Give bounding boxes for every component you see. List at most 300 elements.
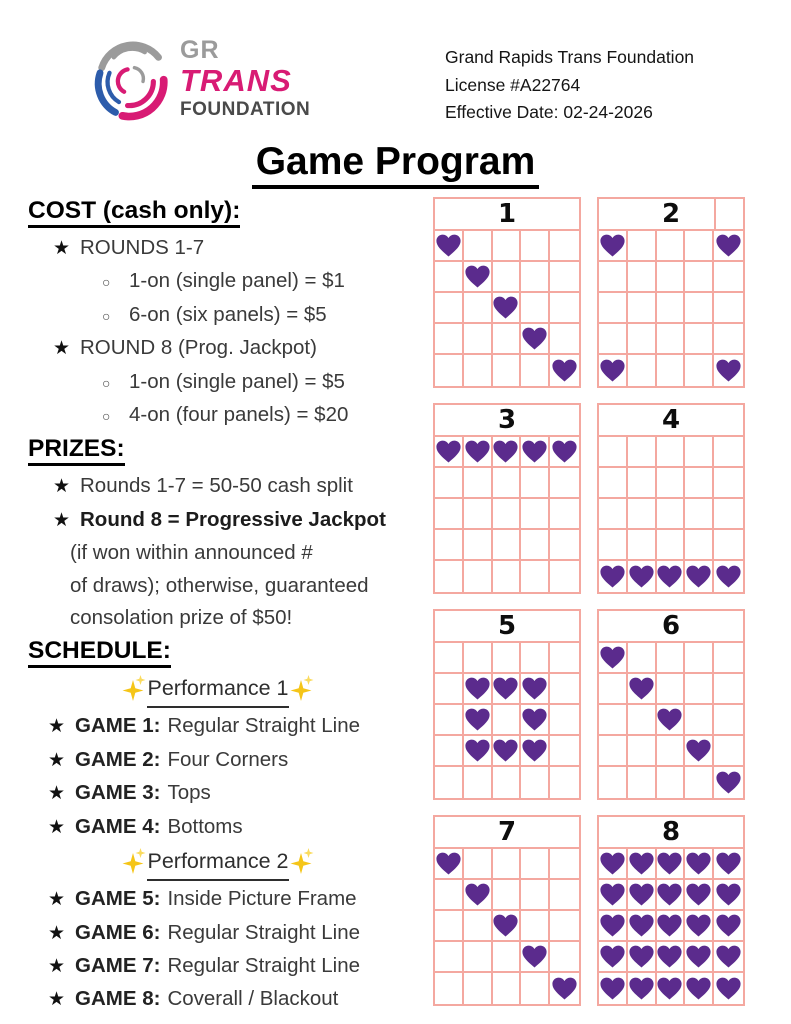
item-text: Coverall / Blackout (167, 987, 339, 1011)
item-text: consolation prize of $50! (70, 606, 293, 630)
card-cell (628, 767, 657, 798)
item-text: 1-on (single panel) = $1 (129, 269, 345, 293)
heart-icon (436, 234, 461, 257)
card-cell (714, 767, 743, 798)
heart-icon (552, 359, 577, 382)
heart-icon (657, 945, 682, 968)
card-cell (493, 674, 522, 705)
card-cell (493, 973, 522, 1004)
card-cell (493, 561, 522, 592)
item-text: Bottoms (167, 814, 243, 838)
card-cell (599, 674, 628, 705)
card-cell (628, 880, 657, 911)
card-cell (628, 736, 657, 767)
card-cell (464, 705, 493, 736)
card-cell (685, 911, 714, 942)
performance-title-2 (28, 845, 408, 881)
card-cell (493, 849, 522, 880)
list-item (28, 811, 432, 844)
card-cell (657, 324, 686, 355)
card-cell (464, 437, 493, 468)
list-item (28, 777, 432, 810)
card-cell (550, 293, 579, 324)
heart-icon (600, 852, 625, 875)
card-number: 2 (599, 199, 743, 231)
card-cell (464, 561, 493, 592)
game-label: GAME 1: (75, 714, 161, 738)
sparkle-icon (290, 675, 314, 701)
list-item (28, 744, 432, 777)
card-cell (435, 767, 464, 798)
card-cell (657, 674, 686, 705)
card-cell (435, 231, 464, 262)
item-text: Inside Picture Frame (167, 887, 357, 911)
heart-icon (716, 945, 741, 968)
card-cell (685, 643, 714, 674)
card-cell (685, 561, 714, 592)
star-bullet-icon: ★ (48, 889, 66, 911)
card-cell (521, 705, 550, 736)
card-cell (464, 262, 493, 293)
card-cell (685, 942, 714, 973)
card-cell (714, 262, 743, 293)
card-cell (657, 293, 686, 324)
card-cell (493, 643, 522, 674)
game-label: GAME 5: (75, 887, 161, 911)
heart-icon (716, 914, 741, 937)
card-cell (599, 880, 628, 911)
left-column (28, 194, 432, 1017)
org-name: Grand Rapids Trans Foundation (445, 47, 695, 67)
game-label: GAME 2: (75, 747, 161, 771)
item-text: Regular Straight Line (167, 714, 361, 738)
card-cell (550, 324, 579, 355)
item-text: of draws); otherwise, guaranteed (70, 573, 369, 597)
circle-bullet-icon: ○ (102, 274, 111, 291)
card-cell (599, 942, 628, 973)
list-item (28, 883, 432, 916)
card-cell (657, 355, 686, 386)
card-cell (657, 231, 686, 262)
heart-icon (465, 739, 490, 762)
card-cell (550, 262, 579, 293)
logo-text (180, 35, 311, 120)
heart-icon (552, 440, 577, 463)
item-text: Four Corners (167, 747, 289, 771)
card-cell (599, 324, 628, 355)
card-grid (599, 643, 743, 798)
heart-icon (629, 565, 654, 588)
heart-icon (716, 234, 741, 257)
heart-icon (552, 977, 577, 1000)
heart-icon (657, 914, 682, 937)
card-header-divider (714, 199, 716, 229)
card-cell (521, 437, 550, 468)
bingo-card-4 (597, 403, 745, 594)
star-bullet-icon: ★ (48, 989, 66, 1011)
card-number: 3 (435, 405, 579, 437)
card-cell (657, 561, 686, 592)
heart-icon (465, 708, 490, 731)
card-cell (435, 849, 464, 880)
heart-icon (716, 771, 741, 794)
heart-icon (522, 327, 547, 350)
sparkle-icon (122, 675, 146, 701)
card-cell (714, 324, 743, 355)
card-cell (435, 530, 464, 561)
item-text: ROUND 8 (Prog. Jackpot) (80, 336, 317, 360)
card-cell (657, 911, 686, 942)
card-cell (714, 849, 743, 880)
bingo-card-6 (597, 609, 745, 800)
heart-icon (493, 440, 518, 463)
game-label: GAME 4: (75, 814, 161, 838)
license-number: License #A22764 (445, 74, 581, 95)
card-cell (435, 561, 464, 592)
card-cell (435, 942, 464, 973)
heart-icon (686, 977, 711, 1000)
card-cell (521, 911, 550, 942)
card-cell (685, 767, 714, 798)
card-cell (685, 849, 714, 880)
heart-icon (657, 852, 682, 875)
card-cell (599, 468, 628, 499)
card-cell (685, 293, 714, 324)
star-bullet-icon: ★ (48, 783, 66, 805)
cost-heading: COST (cash only): (28, 197, 432, 225)
heart-icon (686, 739, 711, 762)
card-cell (599, 849, 628, 880)
heart-icon (716, 883, 741, 906)
card-cell (521, 973, 550, 1004)
heart-icon (629, 852, 654, 875)
heart-icon (465, 883, 490, 906)
list-item (28, 299, 432, 332)
card-cell (657, 530, 686, 561)
heart-icon (600, 883, 625, 906)
heart-icon (436, 440, 461, 463)
card-cell (435, 499, 464, 530)
game-label: GAME 8: (75, 987, 161, 1011)
card-cell (599, 643, 628, 674)
heart-icon (629, 677, 654, 700)
list-item (28, 950, 432, 983)
card-cell (685, 736, 714, 767)
card-cell (493, 530, 522, 561)
item-text: Tops (167, 781, 211, 805)
card-cell (599, 293, 628, 324)
list-item (28, 366, 432, 399)
heart-icon (465, 677, 490, 700)
card-grid (599, 437, 743, 592)
card-cell (521, 468, 550, 499)
card-cell (685, 880, 714, 911)
card-cell (464, 499, 493, 530)
performance-title-text: Performance 2 (147, 845, 288, 881)
card-cell (550, 849, 579, 880)
card-grid (435, 437, 579, 592)
card-cell (493, 911, 522, 942)
performance-title-1 (28, 672, 408, 708)
card-cell (628, 262, 657, 293)
bingo-card-8 (597, 815, 745, 1006)
card-cell (550, 973, 579, 1004)
heart-icon (600, 914, 625, 937)
card-cell (628, 324, 657, 355)
card-cell (464, 880, 493, 911)
card-cell (657, 499, 686, 530)
card-cell (493, 437, 522, 468)
card-cell (685, 355, 714, 386)
card-number: 6 (599, 611, 743, 643)
card-cell (435, 355, 464, 386)
star-bullet-icon: ★ (48, 749, 66, 771)
card-cell (714, 468, 743, 499)
card-cell (550, 468, 579, 499)
card-cell (599, 973, 628, 1004)
card-cell (521, 231, 550, 262)
item-text: (if won within announced # (70, 541, 313, 565)
card-cell (657, 942, 686, 973)
bingo-card-2 (597, 197, 745, 388)
list-item (28, 710, 432, 743)
card-cell (628, 437, 657, 468)
card-cell (435, 468, 464, 499)
list-item (28, 332, 432, 365)
bingo-cards (433, 197, 745, 1006)
bingo-card-7 (433, 815, 581, 1006)
card-cell (464, 468, 493, 499)
heart-icon (465, 265, 490, 288)
card-cell (657, 262, 686, 293)
heart-icon (686, 945, 711, 968)
heart-icon (686, 852, 711, 875)
card-cell (657, 468, 686, 499)
heart-icon (600, 359, 625, 382)
card-cell (628, 911, 657, 942)
card-cell (550, 437, 579, 468)
card-cell (685, 437, 714, 468)
card-cell (714, 880, 743, 911)
card-number: 7 (435, 817, 579, 849)
list-item (28, 504, 432, 537)
card-cell (714, 643, 743, 674)
item-text: Round 8 = Progressive Jackpot (80, 507, 386, 531)
card-cell (521, 324, 550, 355)
card-cell (685, 262, 714, 293)
card-cell (628, 942, 657, 973)
logo (88, 28, 310, 128)
item-text: Regular Straight Line (167, 953, 361, 977)
heart-icon (522, 739, 547, 762)
heart-icon (436, 852, 461, 875)
item-text: Rounds 1-7 = 50-50 cash split (80, 474, 353, 498)
circle-bullet-icon: ○ (102, 374, 111, 391)
heart-icon (465, 440, 490, 463)
card-cell (435, 973, 464, 1004)
card-cell (599, 911, 628, 942)
logo-trans-text: TRANS (180, 62, 292, 98)
card-cell (435, 674, 464, 705)
card-cell (521, 880, 550, 911)
heart-icon (629, 883, 654, 906)
heart-icon (716, 977, 741, 1000)
card-cell (714, 231, 743, 262)
card-cell (599, 355, 628, 386)
card-cell (521, 736, 550, 767)
card-cell (464, 849, 493, 880)
list-item (28, 983, 432, 1016)
heart-icon (657, 708, 682, 731)
card-cell (464, 767, 493, 798)
card-cell (685, 705, 714, 736)
card-cell (714, 942, 743, 973)
card-cell (435, 705, 464, 736)
cost-list (28, 232, 432, 432)
card-cell (464, 911, 493, 942)
circle-bullet-icon: ○ (102, 408, 111, 425)
card-cell (657, 880, 686, 911)
card-cell (521, 262, 550, 293)
card-cell (550, 911, 579, 942)
circle-bullet-icon: ○ (102, 307, 111, 324)
heart-icon (716, 565, 741, 588)
heart-icon (686, 883, 711, 906)
card-cell (464, 231, 493, 262)
card-cell (599, 262, 628, 293)
item-text: 4-on (four panels) = $20 (129, 403, 349, 427)
heart-icon (657, 565, 682, 588)
card-grid (599, 231, 743, 386)
heart-icon (600, 977, 625, 1000)
card-cell (714, 437, 743, 468)
card-cell (521, 355, 550, 386)
card-cell (464, 324, 493, 355)
card-cell (521, 530, 550, 561)
star-bullet-icon: ★ (48, 716, 66, 738)
heart-icon (629, 945, 654, 968)
card-cell (714, 530, 743, 561)
item-text: ROUNDS 1-7 (80, 236, 205, 259)
performance-title-text: Performance 1 (147, 672, 288, 708)
list-item (28, 399, 432, 432)
card-cell (628, 561, 657, 592)
card-cell (628, 973, 657, 1004)
card-cell (550, 767, 579, 798)
list-item (28, 265, 432, 298)
card-cell (657, 437, 686, 468)
card-number: 1 (435, 199, 579, 231)
card-number: 4 (599, 405, 743, 437)
bingo-card-1 (433, 197, 581, 388)
card-cell (628, 355, 657, 386)
list-item (28, 602, 432, 634)
card-cell (714, 736, 743, 767)
card-grid (599, 849, 743, 1004)
heart-icon (600, 234, 625, 257)
logo-swirl-icon (88, 28, 174, 128)
game-label: GAME 7: (75, 953, 161, 977)
heart-icon (600, 945, 625, 968)
card-cell (464, 530, 493, 561)
card-cell (493, 767, 522, 798)
heart-icon (493, 739, 518, 762)
card-cell (628, 293, 657, 324)
list-item (28, 570, 432, 602)
heart-icon (629, 914, 654, 937)
card-cell (550, 530, 579, 561)
card-cell (714, 499, 743, 530)
card-cell (628, 231, 657, 262)
card-cell (521, 849, 550, 880)
card-cell (521, 643, 550, 674)
card-cell (599, 499, 628, 530)
card-cell (464, 293, 493, 324)
card-cell (464, 355, 493, 386)
card-cell (464, 736, 493, 767)
star-bullet-icon: ★ (53, 238, 71, 259)
card-cell (628, 705, 657, 736)
card-cell (657, 736, 686, 767)
sparkle-icon (290, 848, 314, 874)
star-bullet-icon: ★ (48, 922, 66, 944)
card-cell (714, 674, 743, 705)
heart-icon (629, 977, 654, 1000)
card-number: 5 (435, 611, 579, 643)
game-label: GAME 6: (75, 920, 161, 944)
card-cell (599, 561, 628, 592)
card-cell (464, 942, 493, 973)
card-cell (435, 643, 464, 674)
star-bullet-icon: ★ (53, 509, 71, 531)
card-cell (521, 561, 550, 592)
card-cell (599, 530, 628, 561)
card-cell (685, 468, 714, 499)
card-grid (435, 231, 579, 386)
card-cell (550, 355, 579, 386)
heart-icon (600, 646, 625, 669)
card-cell (685, 499, 714, 530)
card-cell (714, 355, 743, 386)
card-cell (550, 231, 579, 262)
card-cell (435, 324, 464, 355)
card-cell (685, 973, 714, 1004)
card-cell (521, 674, 550, 705)
logo-gr-text: GR (180, 35, 220, 64)
card-cell (435, 262, 464, 293)
card-cell (685, 530, 714, 561)
card-cell (714, 911, 743, 942)
star-bullet-icon: ★ (53, 338, 71, 360)
card-cell (628, 530, 657, 561)
heart-icon (657, 883, 682, 906)
list-item (28, 232, 432, 265)
item-text: 1-on (single panel) = $5 (129, 369, 345, 393)
list-item (28, 917, 432, 950)
card-cell (521, 499, 550, 530)
card-cell (521, 942, 550, 973)
heart-icon (522, 708, 547, 731)
schedule-list (28, 672, 432, 1016)
card-cell (493, 468, 522, 499)
card-cell (493, 499, 522, 530)
card-cell (628, 643, 657, 674)
card-cell (493, 231, 522, 262)
heart-icon (657, 977, 682, 1000)
card-cell (493, 880, 522, 911)
card-cell (550, 736, 579, 767)
card-cell (550, 561, 579, 592)
